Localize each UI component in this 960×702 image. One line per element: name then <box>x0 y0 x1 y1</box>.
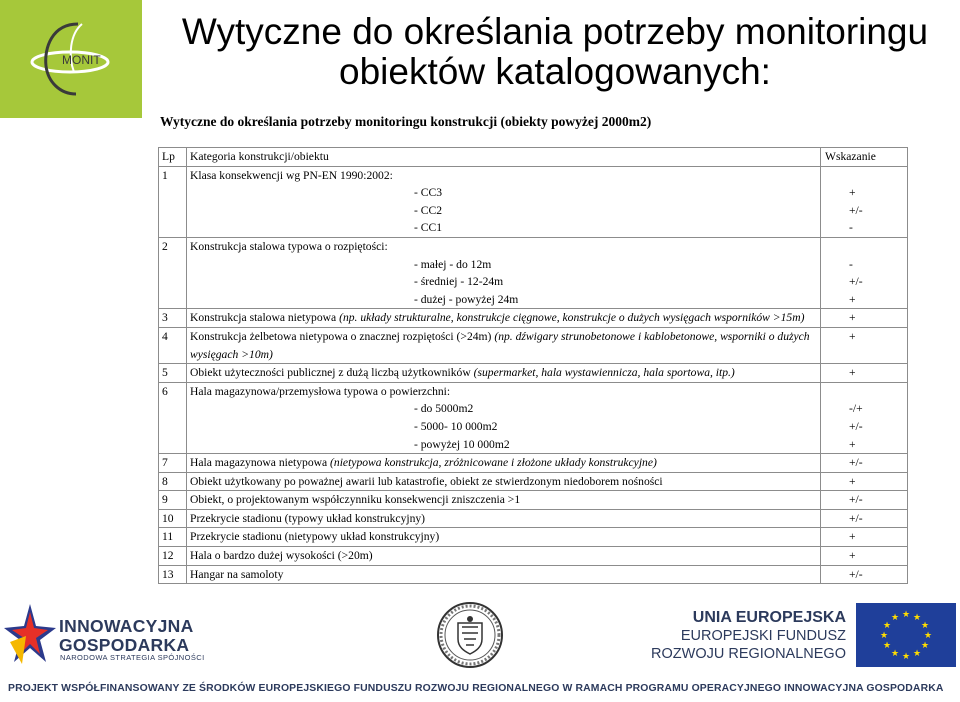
row-text: Konstrukcja żelbetowa nietypowa o znacznej rozpiętości (>24m) <box>190 329 495 343</box>
row-category <box>187 237 821 308</box>
row-indication <box>821 454 908 473</box>
monit-logo <box>0 0 142 118</box>
row-mark: +/- <box>849 493 863 507</box>
row-number: 6 <box>159 382 187 453</box>
logo-title-line: INNOWACYJNA <box>59 616 194 636</box>
row-text: Konstrukcja stalowa typowa o rozpiętości: <box>190 239 388 253</box>
svg-text:★: ★ <box>882 621 892 631</box>
row-mark: + <box>849 474 856 488</box>
eu-flag-icon <box>856 603 956 667</box>
table-row <box>159 472 908 491</box>
row-number: 10 <box>159 509 187 528</box>
row-note: (nietypowa konstrukcja, zróżnicowane i złożone układy konstrukcyjne) <box>330 456 657 470</box>
innowacyjna-gospodarka-title <box>59 617 194 655</box>
monit-logo-text: MONIT <box>62 53 101 67</box>
row-indication <box>821 327 908 363</box>
row-category <box>187 364 821 383</box>
table-row <box>159 565 908 584</box>
row-number: 8 <box>159 472 187 491</box>
row-mark: +/- <box>849 456 863 470</box>
row-number: 7 <box>159 454 187 473</box>
row-mark: + <box>849 329 856 343</box>
header-category: Kategoria konstrukcji/obiektu <box>187 148 821 167</box>
row-note: (np. dźwigary strunobetonowe i kablobetonowe, wsporniki o dużych wysięgach >10m) <box>190 329 810 361</box>
svg-text:★: ★ <box>920 621 930 631</box>
row-mark: + <box>849 292 856 306</box>
table-row <box>159 237 908 308</box>
row-text: Hala magazynowa/przemysłowa typowa o powierzchni: <box>190 384 451 398</box>
header-indication: Wskazanie <box>821 148 908 167</box>
svg-text:★: ★ <box>882 641 892 651</box>
row-subitem: - małej - do 12m <box>414 257 492 271</box>
innowacyjna-gospodarka-subtitle: NARODOWA STRATEGIA SPÓJNOŚCI <box>60 653 205 662</box>
row-mark: -/+ <box>849 402 863 416</box>
table-row <box>159 491 908 510</box>
row-mark: +/- <box>849 511 863 525</box>
row-indication <box>821 547 908 566</box>
table-row <box>159 327 908 363</box>
svg-text:★: ★ <box>890 649 900 659</box>
row-note: (supermarket, hala wystawiennicza, hala sportowa, itp.) <box>473 366 735 380</box>
row-mark: + <box>849 549 856 563</box>
eu-fund-line: ROZWOJU REGIONALNEGO <box>651 646 846 662</box>
star-logo-icon <box>2 602 58 672</box>
row-category: Obiekt, o projektowanym współczynniku konsekwencji zniszczenia >1 <box>187 491 821 510</box>
row-mark: + <box>849 186 856 200</box>
row-indication <box>821 472 908 491</box>
row-subitem: - średniej - 12-24m <box>414 275 504 289</box>
svg-text:★: ★ <box>920 641 930 651</box>
row-category <box>187 309 821 328</box>
row-subitem: - 5000- 10 000m2 <box>414 419 498 433</box>
table-row <box>159 509 908 528</box>
row-subitem: - CC1 <box>414 221 443 235</box>
row-text: Hala magazynowa nietypowa <box>190 456 331 470</box>
project-funding-note: PROJEKT WSPÓŁFINANSOWANY ZE ŚRODKÓW EUROPEJSKIEGO FUNDUSZU ROZWOJU REGIONALNEGO W RAMACH PROGRAMU OPERACYJNEGO INNOWACYJNA GOSPODARKA <box>8 683 944 694</box>
row-number: 5 <box>159 364 187 383</box>
svg-text:★: ★ <box>923 631 933 641</box>
row-mark: +/- <box>849 419 863 433</box>
row-category: Obiekt użytkowany po poważnej awarii lub katastrofie, obiekt ze stwierdzonym niedoborem nośności <box>187 472 821 491</box>
row-mark: + <box>849 311 856 325</box>
table-row <box>159 309 908 328</box>
table-row <box>159 454 908 473</box>
row-indication <box>821 509 908 528</box>
row-number: 13 <box>159 565 187 584</box>
row-indication <box>821 166 908 237</box>
row-mark: + <box>849 437 856 451</box>
row-indication <box>821 382 908 453</box>
eu-fund-line: EUROPEJSKI FUNDUSZ <box>680 628 846 644</box>
svg-text:★: ★ <box>912 613 922 623</box>
row-mark: +/- <box>849 203 863 217</box>
row-indication <box>821 237 908 308</box>
row-indication <box>821 565 908 584</box>
slide-title: Wytyczne do określania potrzeby monitoringu obiektów katalogowanych: <box>181 11 929 92</box>
row-number: 2 <box>159 237 187 308</box>
row-mark: +/- <box>849 275 863 289</box>
row-category: Przekrycie stadionu (nietypowy układ konstrukcyjny) <box>187 528 821 547</box>
row-indication <box>821 491 908 510</box>
row-text: Obiekt użyteczności publicznej z dużą liczbą użytkowników <box>190 366 474 380</box>
svg-text:★: ★ <box>912 649 922 659</box>
guidelines-table <box>158 147 908 584</box>
row-category: Hala o bardzo dużej wysokości (>20m) <box>187 547 821 566</box>
row-indication <box>821 364 908 383</box>
row-text: Konstrukcja stalowa nietypowa <box>190 311 340 325</box>
row-number: 4 <box>159 327 187 363</box>
row-subitem: - CC2 <box>414 203 443 217</box>
row-category: Przekrycie stadionu (typowy układ konstrukcyjny) <box>187 509 821 528</box>
row-number: 1 <box>159 166 187 237</box>
row-subitem: - powyżej 10 000m2 <box>414 437 510 451</box>
header-lp: Lp <box>159 148 187 167</box>
row-number: 12 <box>159 547 187 566</box>
row-number: 11 <box>159 528 187 547</box>
row-subitem: - CC3 <box>414 186 443 200</box>
row-number: 9 <box>159 491 187 510</box>
svg-text:★: ★ <box>901 652 911 662</box>
row-mark: - <box>849 257 853 271</box>
row-subitem: - do 5000m2 <box>414 402 474 416</box>
row-number: 3 <box>159 309 187 328</box>
svg-text:★: ★ <box>879 631 889 641</box>
row-category <box>187 454 821 473</box>
monit-logo-graphic <box>0 0 142 118</box>
svg-text:★: ★ <box>901 610 911 620</box>
eu-fund-text <box>651 609 846 663</box>
university-emblem-icon <box>436 601 504 669</box>
table-row <box>159 166 908 237</box>
row-category <box>187 382 821 453</box>
row-text: Klasa konsekwencji wg PN-EN 1990:2002: <box>190 168 393 182</box>
row-category <box>187 166 821 237</box>
table-header-row <box>159 148 908 167</box>
svg-text:★: ★ <box>890 613 900 623</box>
eu-title: UNIA EUROPEJSKA <box>692 609 846 626</box>
row-indication <box>821 309 908 328</box>
table-row <box>159 547 908 566</box>
table-caption: Wytyczne do określania potrzeby monitoringu konstrukcji (obiekty powyżej 2000m2) <box>160 114 652 129</box>
row-category: Hangar na samoloty <box>187 565 821 584</box>
logo-title-line: GOSPODARKA <box>59 635 190 655</box>
row-indication <box>821 528 908 547</box>
table-row <box>159 382 908 453</box>
table-row <box>159 364 908 383</box>
row-mark: + <box>849 366 856 380</box>
row-mark: - <box>849 221 853 235</box>
row-subitem: - dużej - powyżej 24m <box>414 292 519 306</box>
table-row <box>159 528 908 547</box>
row-note: (np. układy strukturalne, konstrukcje cięgnowe, konstrukcje o dużych wysięgach wsporników >15m) <box>339 311 805 325</box>
row-mark: +/- <box>849 567 863 581</box>
row-mark: + <box>849 530 856 544</box>
row-category <box>187 327 821 363</box>
